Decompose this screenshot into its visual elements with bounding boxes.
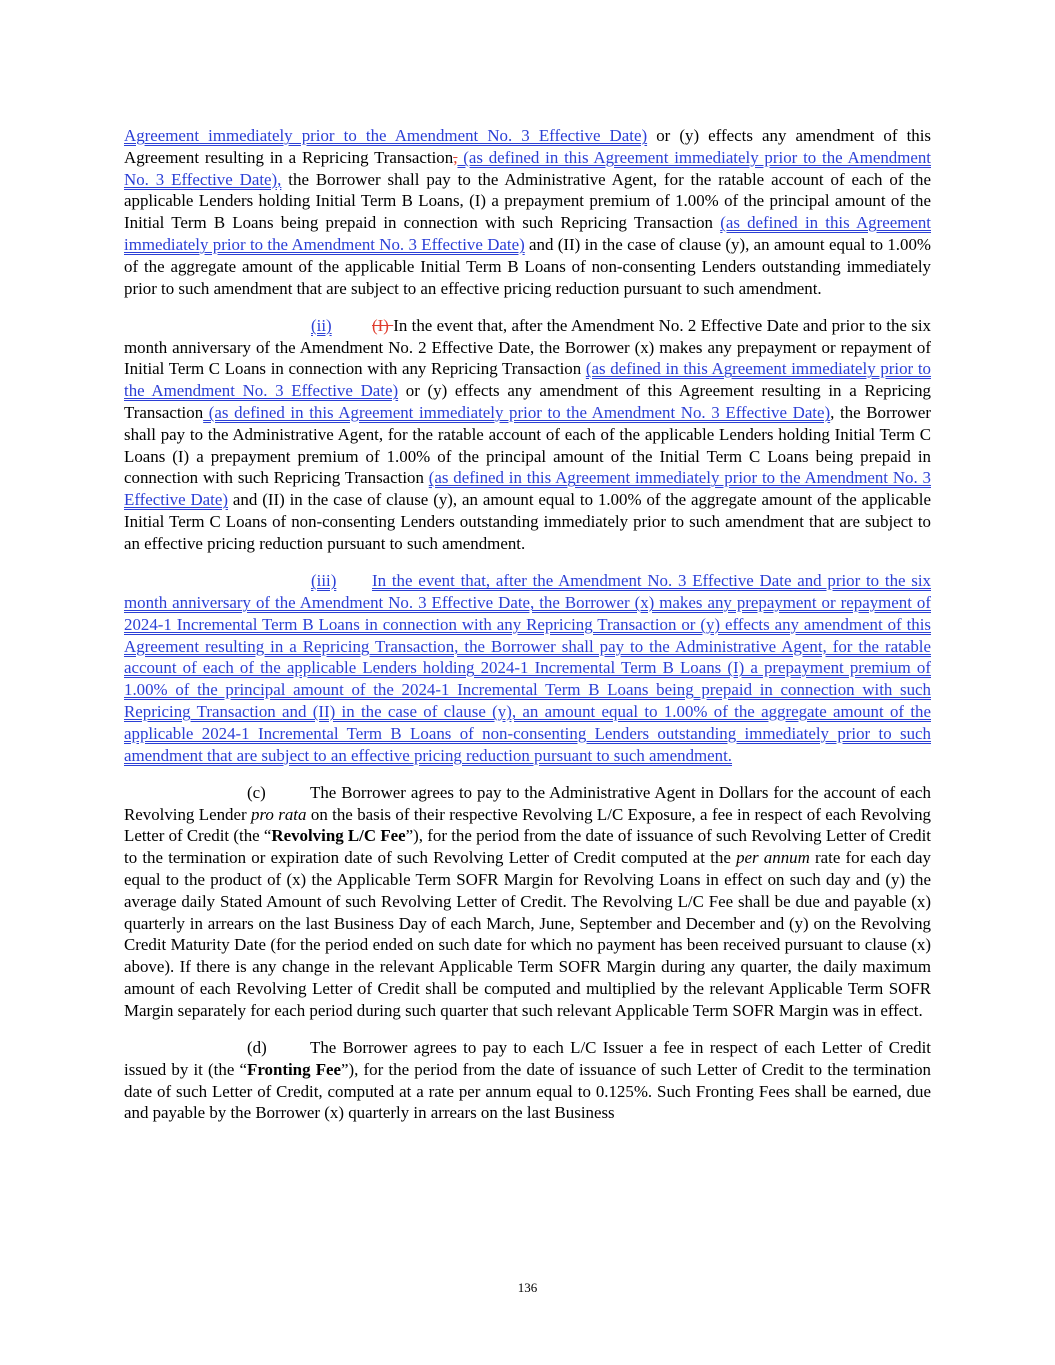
inserted-text: (as defined in this Agreement immediately prior to the Amendment No. 3 Effective Date),	[124, 147, 931, 189]
deleted-label: (I)	[372, 315, 394, 335]
inserted-text: (as defined in this Agreement immediately prior to the Amendment No. 3 Effective Date)	[203, 403, 831, 423]
clause-label: (d)	[247, 1038, 267, 1058]
paragraph-b-ii	[124, 315, 931, 555]
body-text: rate for each day equal to the product of (x) the Applicable Term SOFR Margin for Revolving Loans in effect on such day and (y) the average daily Stated Amount of such Revolving Letter of Credit. The Revolving L/C Fee shall be due and payable (x) quarterly in arrears on the last Business Day of each March, June, September and December and (y) on the Revolving Credit Maturity Date (for the period ended on such date for which no payment has been received pursuant to clause (x) above). If there is any change in the relevant Applicable Term SOFR Margin during any quarter, the daily maximum amount of each Revolving Letter of Credit shall be computed and multiplied by the relevant Applicable Term SOFR Margin separately for each period during such quarter that such relevant Applicable Term SOFR Margin was in effect.	[124, 848, 931, 1020]
paragraph-b-iii	[124, 570, 931, 766]
body-text: and (II) in the case of clause (y), an amount equal to 1.00% of the aggregate amount of the applicable Initial Term C Loans of non-consenting Lenders outstanding immediately prior to such amendment that are subject to an effective pricing reduction pursuant to such amendment.	[124, 490, 931, 553]
inserted-text: (as defined in this Agreement immediately prior to the Amendment No. 3 Effective Date)	[124, 359, 931, 401]
body-text: In the event that, after the Amendment No. 2 Effective Date and prior to the six month anniversary of the Amendment No. 2 Effective Date, the Borrower (x) makes any prepayment or repayment of Initial Term C Loans in connection with any Repricing Transaction	[124, 315, 931, 379]
page-number: 136	[517, 1280, 538, 1295]
body-text: The Borrower agrees to pay to the Administrative Agent in Dollars for the account of each Revolving Lender	[124, 782, 931, 824]
paragraph-b-i-continuation	[124, 125, 931, 299]
deleted-text: ,	[453, 147, 458, 167]
body-text: the Borrower shall pay to the Administrative Agent, for the ratable account of each of the applicable Lenders holding Initial Term B Loans, (I) a prepayment premium of 1.00% of the principal amount of the Initial Term B Loans being prepaid in connection with such Repricing Transaction	[124, 169, 931, 233]
inserted-text: (as defined in this Agreement immediately prior to the Amendment No. 3 Effective Date)	[124, 213, 931, 254]
document-page	[124, 125, 931, 1140]
defined-term: Fronting Fee	[247, 1059, 342, 1079]
defined-term: Revolving L/C Fee	[271, 826, 406, 846]
body-text: or (y) effects any amendment of this Agreement resulting in a Repricing Transaction	[124, 381, 931, 423]
paragraph-c	[124, 782, 931, 1022]
inserted-text: (as defined in this Agreement immediately prior to the Amendment No. 3 Effective Date)	[124, 468, 931, 510]
inserted-text: Agreement immediately prior to the Amendment No. 3 Effective Date)	[124, 126, 648, 145]
clause-label: (iii)	[311, 571, 337, 591]
body-text: ”), for the period from the date of issuance of such Revolving Letter of Credit to the termination or expiration date of such Revolving Letter of Credit computed at the	[124, 826, 931, 868]
paragraph-d	[124, 1037, 931, 1124]
body-text: ”), for the period from the date of issuance of such Letter of Credit to the termination date of such Letter of Credit, computed at a rate per annum equal to 0.125%. Such Fronting Fees shall be earned, due and payable by the Borrower (x) quarterly in arrears on the last Business	[124, 1059, 932, 1123]
body-text: and (II) in the case of clause (y), an amount equal to 1.00% of the aggregate amount of the applicable Initial Term B Loans of non-consenting Lenders outstanding immediately prior to such amendment that are subject to an effective pricing reduction pursuant to such amendment.	[124, 234, 931, 298]
body-text: The Borrower agrees to pay to each L/C Issuer a fee in respect of each Letter of Credit issued by it (the “	[124, 1038, 931, 1079]
italic-term: pro rata	[251, 804, 307, 824]
clause-label: (ii)	[311, 315, 332, 335]
inserted-text: In the event that, after the Amendment No. 3 Effective Date and prior to the six month anniversary of the Amendment No. 3 Effective Date, the Borrower (x) makes any prepayment or repayment of 2024-1 Incremental Term B Loans in connection with any Repricing Transaction or (y) effects any amendment of this Agreement resulting in a Repricing Transaction, the Borrower shall pay to the Administrative Agent, for the ratable account of each of the applicable Lenders holding 2024-1 Incremental Term B Loans (I) a prepayment premium of 1.00% of the principal amount of the 2024-1 Incremental Term B Loans being prepaid in connection with such Repricing Transaction and (II) in the case of clause (y), an amount equal to 1.00% of the aggregate amount of the applicable 2024-1 Incremental Term B Loans of non-consenting Lenders outstanding immediately prior to such amendment that are subject to an effective pricing reduction pursuant to such amendment.	[124, 571, 931, 765]
body-text: on the basis of their respective Revolving L/C Exposure, a fee in respect of each Revolving Letter of Credit (the “	[124, 804, 932, 846]
clause-label: (c)	[247, 782, 266, 802]
body-text: , the Borrower shall pay to the Administrative Agent, for the ratable account of each of the applicable Lenders holding Initial Term C Loans (I) a prepayment premium of 1.00% of the principal amount of the Initial Term C Loans being prepaid in connection with such Repricing Transaction	[124, 403, 931, 488]
italic-term: per annum	[736, 848, 810, 868]
body-text: or (y) effects any amendment of this Agreement resulting in a Repricing Transaction	[124, 126, 932, 167]
